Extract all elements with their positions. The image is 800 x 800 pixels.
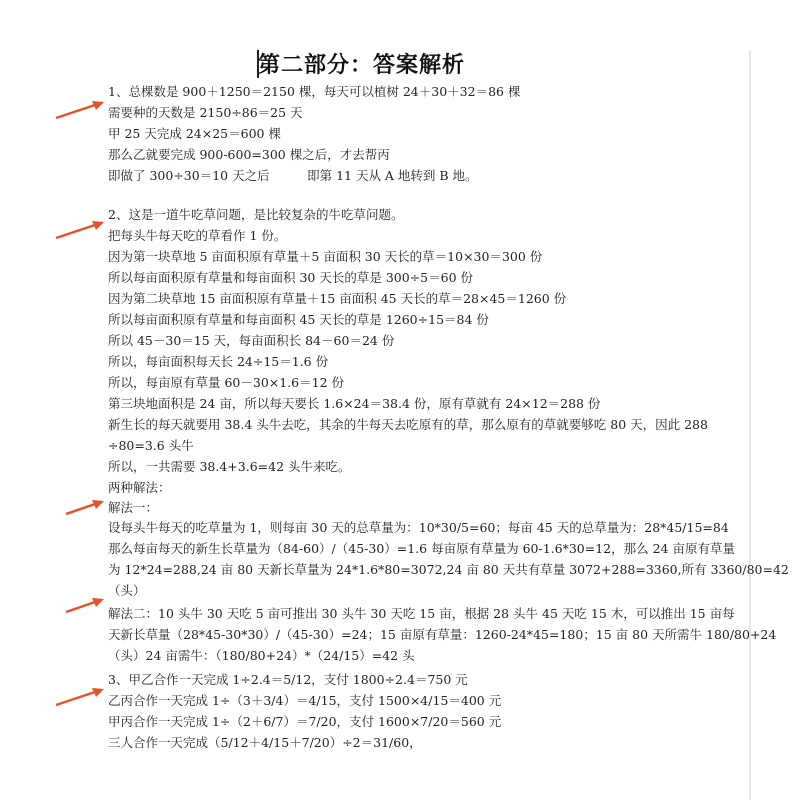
solution-1-heading: 解法一： <box>108 500 159 515</box>
arrow-annotation-icon <box>54 216 106 242</box>
solution-1-line-3: 为 12*24=288,24 亩 80 天新长草量为 24*1.6*80=3072,24 亩 80 天共有草量 3072+288=3360,所有 3360/80=42 <box>108 562 789 577</box>
section-3-line-3: 甲丙合作一天完成 1÷（2＋6/7）＝7/20，支付 1600×7/20＝560 元 <box>108 714 502 729</box>
section-2-line-5: 因为第二块草地 15 亩面积原有草量＋15 亩面积 45 天长的草＝28×45＝1260 份 <box>108 291 567 306</box>
arrow-annotation-icon <box>64 594 106 616</box>
section-2-line-1: 2、这是一道牛吃草问题，是比较复杂的牛吃草问题。 <box>108 207 404 222</box>
arrow-annotation-icon <box>64 496 106 518</box>
section-2-line-9: 所以，每亩原有草量 60－30×1.6＝12 份 <box>108 375 345 390</box>
section-1-line-4: 那么乙就要完成 900-600=300 棵之后，才去帮丙 <box>108 147 390 162</box>
section-1-line-3: 甲 25 天完成 24×25＝600 棵 <box>108 126 281 141</box>
arrow-annotation-icon <box>54 683 106 709</box>
solution-1-line-2: 那么每亩每天的新生长草量为（84-60）/（45-30）=1.6 每亩原有草量为 60-1.6*30=12，那么 24 亩原有草量 <box>108 541 735 556</box>
section-2-line-4: 所以每亩面积原有草量和每亩面积 30 天长的草是 300÷5＝60 份 <box>108 270 473 285</box>
solution-2-line-3: （头）24 亩需牛：（180/80+24）*（24/15）=42 头 <box>108 648 415 663</box>
section-2-line-7: 所以 45－30＝15 天，每亩面积长 84－60＝24 份 <box>108 333 395 348</box>
solution-2-line-2: 天新长草量（28*45-30*30）/（45-30）=24；15 亩原有草量：1260-24*45=180；15 亩 80 天所需牛 180/80+24 <box>108 627 777 642</box>
section-2-line-2: 把每头牛每天吃的草看作 1 份。 <box>108 228 287 243</box>
section-1-line-5: 即做了 300÷30＝10 天之后 即第 11 天从 A 地转到 B 地。 <box>108 168 478 183</box>
section-2-line-13: 所以，一共需要 38.4+3.6=42 头牛来吃。 <box>108 459 351 474</box>
section-3-line-4: 三人合作一天完成（5/12＋4/15＋7/20）÷2＝31/60， <box>108 735 422 750</box>
page-title: 第二部分：答案解析 <box>258 52 466 78</box>
section-2-line-12: ÷80=3.6 头牛 <box>108 438 194 453</box>
arrow-annotation-icon <box>54 96 106 122</box>
section-2-line-3: 因为第一块草地 5 亩面积原有草量＋5 亩面积 30 天长的草＝10×30＝300 份 <box>108 249 543 264</box>
section-2-line-10: 第三块地面积是 24 亩，所以每天要长 1.6×24＝38.4 份，原有草就有 24×12＝288 份 <box>108 396 601 411</box>
section-3-line-1: 3、甲乙合作一天完成 1÷2.4＝5/12，支付 1800÷2.4＝750 元 <box>108 672 468 687</box>
solution-1-line-4: （头） <box>108 583 146 598</box>
section-3-line-2: 乙丙合作一天完成 1÷（3＋3/4）＝4/15，支付 1500×4/15＝400 元 <box>108 693 502 708</box>
section-2-line-14: 两种解法： <box>108 480 171 495</box>
section-1-line-2: 需要种的天数是 2150÷86＝25 天 <box>108 105 303 120</box>
solution-2-line-1: 解法二：10 头牛 30 天吃 5 亩可推出 30 头牛 30 天吃 15 亩，根据 28 头牛 45 天吃 15 木，可以推出 15 亩每 <box>108 606 735 621</box>
solution-1-line-1: 设每头牛每天的吃草量为 1，则每亩 30 天的总草量为：10*30/5=60；每亩 45 天的总草量为：28*45/15=84 <box>108 520 729 535</box>
section-1-line-1: 1、总棵数是 900＋1250＝2150 棵，每天可以植树 24＋30＋32＝86 棵 <box>108 84 521 99</box>
page-edge-divider <box>749 50 751 800</box>
section-2-line-6: 所以每亩面积原有草量和每亩面积 45 天长的草是 1260÷15＝84 份 <box>108 312 489 327</box>
section-2-line-8: 所以，每亩面积每天长 24÷15＝1.6 份 <box>108 354 329 369</box>
section-2-line-11: 新生长的每天就要用 38.4 头牛去吃，其余的牛每天去吃原有的草，那么原有的草就要够吃 80 天，因此 288 <box>108 417 708 432</box>
